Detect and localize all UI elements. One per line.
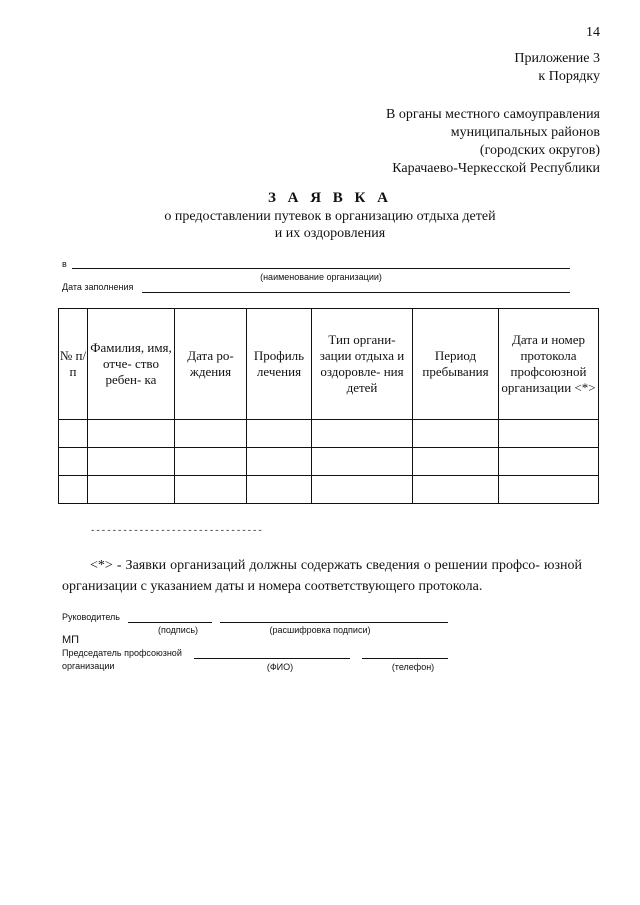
table-row <box>59 476 599 504</box>
subtitle-line1: о предоставлении путевок в организацию отдыха детей <box>164 209 496 224</box>
col-header-name: Фамилия, имя, отче- ство ребен- ка <box>88 309 175 420</box>
table-cell[interactable] <box>59 448 88 476</box>
table-cell[interactable] <box>413 448 499 476</box>
footnote-separator: -------------------------------- <box>90 526 263 536</box>
col-header-period: Период пребывания <box>413 309 499 420</box>
org-name-line[interactable] <box>72 268 570 269</box>
addressee-line2: муниципальных районов <box>450 125 600 140</box>
table-cell[interactable] <box>59 420 88 448</box>
table-cell[interactable] <box>499 420 599 448</box>
org-caption: (наименование организации) <box>260 272 382 282</box>
table-cell[interactable] <box>247 476 312 504</box>
union-fio-line[interactable] <box>194 658 350 659</box>
phone-caption: (телефон) <box>391 662 435 672</box>
table-cell[interactable] <box>312 420 413 448</box>
union-label-line1: Председатель профсоюзной <box>62 648 182 658</box>
stamp-label: МП <box>62 634 80 646</box>
org-prefix: в <box>62 259 67 269</box>
head-signature-line[interactable] <box>128 622 212 623</box>
application-table <box>58 308 599 504</box>
footnote-text: <*> - Заявки организаций должны содержать сведения о решении профсо- юзной организации с указанием даты и номера соответствующего протокола. <box>62 558 582 594</box>
col-header-protocol: Дата и номер протокола профсоюзной организации <*> <box>499 309 599 420</box>
col-header-birthdate: Дата ро- ждения <box>175 309 247 420</box>
signature-caption: (подпись) <box>157 625 199 635</box>
subtitle-line2: и их оздоровления <box>274 226 386 241</box>
table-header-row <box>59 309 599 420</box>
appendix-line1: Приложение 3 <box>514 51 600 66</box>
table-cell[interactable] <box>88 420 175 448</box>
transcript-caption: (расшифровка подписи) <box>269 625 371 635</box>
table-cell[interactable] <box>499 448 599 476</box>
table-cell[interactable] <box>175 476 247 504</box>
table-cell[interactable] <box>312 476 413 504</box>
document-title: З А Я В К А <box>267 190 393 206</box>
head-transcript-line[interactable] <box>220 622 448 623</box>
page-number: 14 <box>586 25 600 40</box>
table-cell[interactable] <box>499 476 599 504</box>
fill-date-label: Дата заполнения <box>62 282 134 292</box>
addressee-line3: (городских округов) <box>479 143 600 158</box>
appendix-line2: к Порядку <box>538 69 600 84</box>
table-cell[interactable] <box>59 476 88 504</box>
table-cell[interactable] <box>88 448 175 476</box>
table-cell[interactable] <box>312 448 413 476</box>
table-cell[interactable] <box>175 420 247 448</box>
table-cell[interactable] <box>175 448 247 476</box>
table-cell[interactable] <box>88 476 175 504</box>
union-label-line2: организации <box>62 661 115 671</box>
col-header-number: № п/п <box>59 309 88 420</box>
addressee-line1: В органы местного самоуправления <box>385 107 600 122</box>
col-header-org-type: Тип органи- зации отдыха и оздоровле- ния детей <box>312 309 413 420</box>
col-header-profile: Профиль лечения <box>247 309 312 420</box>
table-cell[interactable] <box>247 448 312 476</box>
fio-caption: (ФИО) <box>266 662 294 672</box>
table-cell[interactable] <box>413 476 499 504</box>
table-cell[interactable] <box>413 420 499 448</box>
addressee-line4: Карачаево-Черкесской Республики <box>392 161 600 176</box>
table-cell[interactable] <box>247 420 312 448</box>
fill-date-line[interactable] <box>142 292 570 293</box>
union-phone-line[interactable] <box>362 658 448 659</box>
table-row <box>59 420 599 448</box>
head-label: Руководитель <box>62 612 120 622</box>
table-row <box>59 448 599 476</box>
